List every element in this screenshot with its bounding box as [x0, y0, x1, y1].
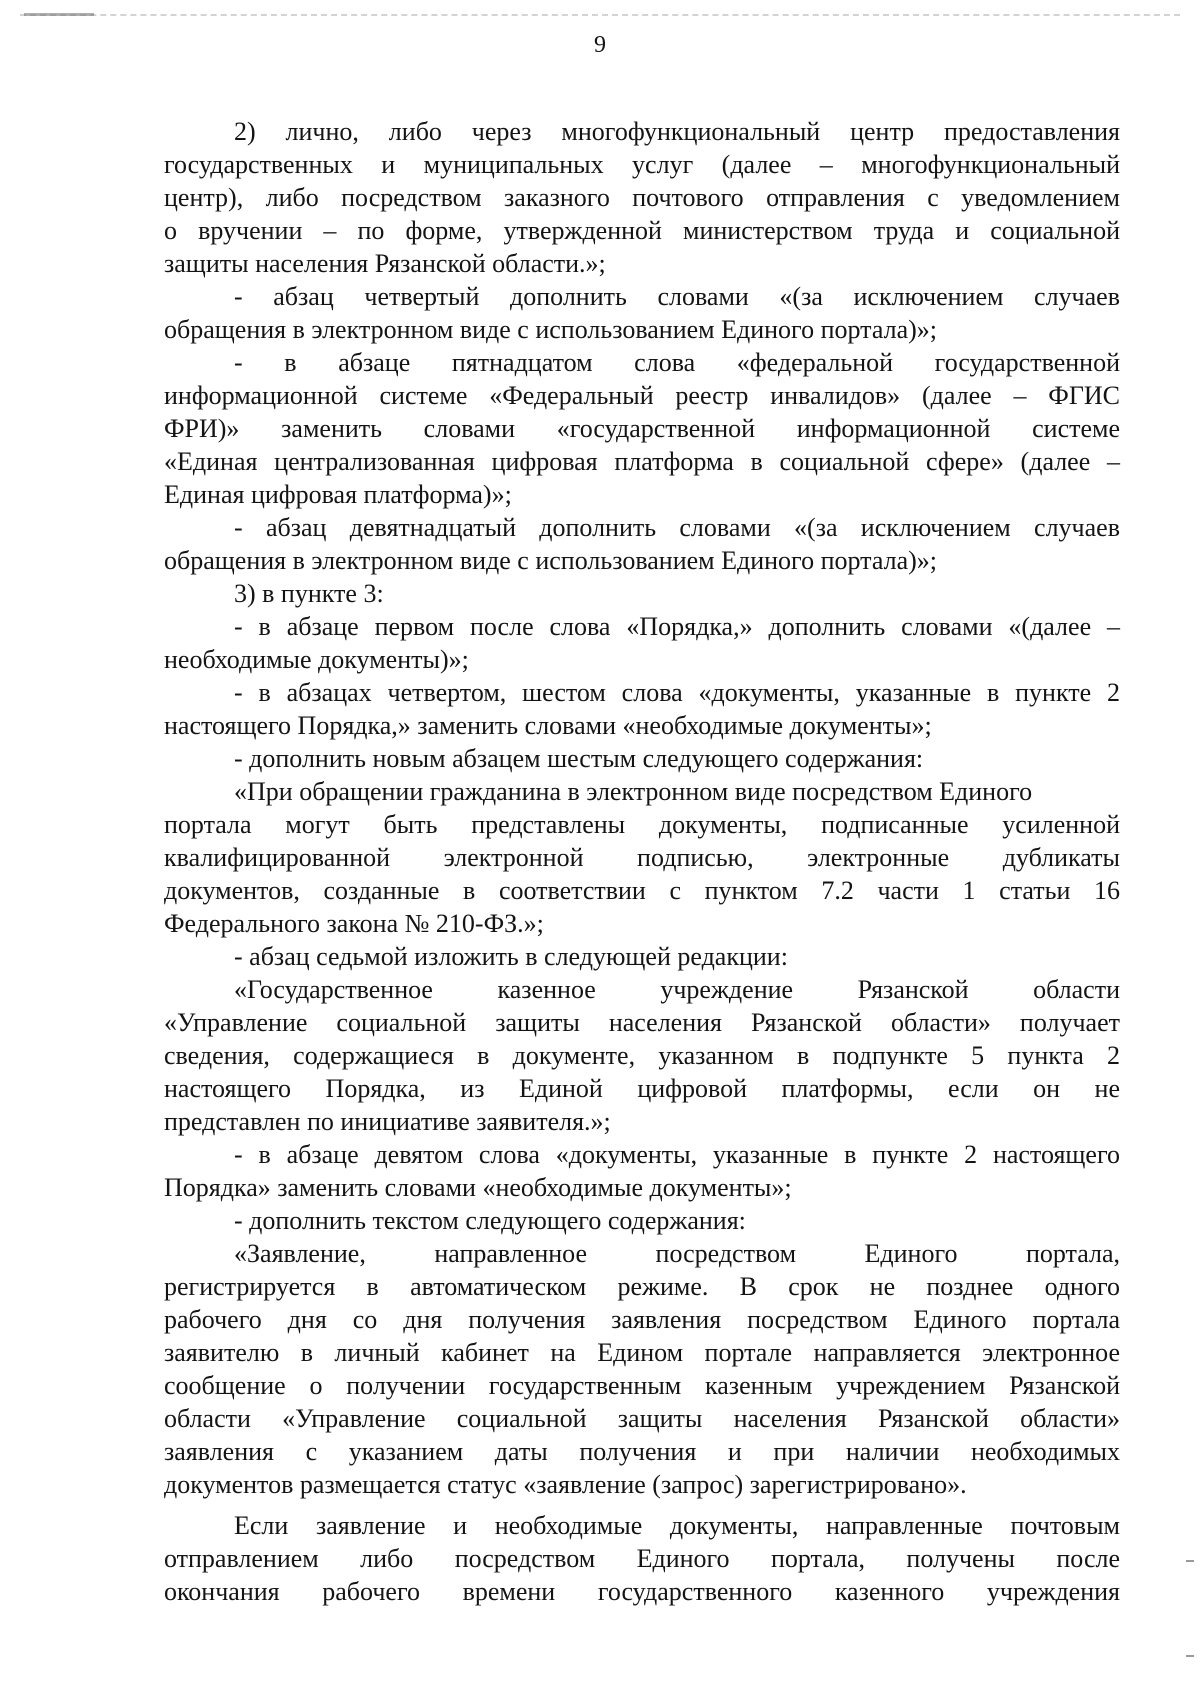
page-number: 9 [594, 32, 606, 58]
text-line: обращения в электронном виде с использованием Единого портала)»; [164, 315, 937, 344]
text-line: отправлением либо посредством Единого портала, получены после [164, 1544, 1120, 1573]
text-line: информационной системе «Федеральный реестр инвалидов» (далее – ФГИС [164, 381, 1120, 410]
text-line: Федерального закона № 210-ФЗ.»; [164, 909, 544, 938]
text-line: «Управление социальной защиты населения Рязанской области» получает [164, 1008, 1120, 1037]
text-line: «Заявление, направленное посредством Единого портала, [234, 1239, 1120, 1268]
text-line: «При обращении гражданина в электронном виде посредством Единого [234, 777, 1033, 806]
text-line: заявителю в личный кабинет на Едином портале направляется электронное [164, 1338, 1120, 1367]
text-line: государственных и муниципальных услуг (далее – многофункциональный [164, 150, 1120, 179]
text-line: центр), либо посредством заказного почтового отправления с уведомлением [164, 183, 1120, 212]
text-line: защиты населения Рязанской области.»; [164, 249, 606, 278]
text-line: сообщение о получении государственным казенным учреждением Рязанской [164, 1371, 1120, 1400]
text-line: квалифицированной электронной подписью, электронные дубликаты [164, 843, 1120, 872]
text-line: - дополнить текстом следующего содержания: [234, 1206, 746, 1235]
text-line: - в абзаце девятом слова «документы, указанные в пункте 2 настоящего [234, 1140, 1120, 1169]
text-line: портала могут быть представлены документы, подписанные усиленной [164, 810, 1120, 839]
text-line: Единая цифровая платформа)»; [164, 480, 512, 509]
text-line: - абзац четвертый дополнить словами «(за исключением случаев [234, 282, 1120, 311]
text-line: документов размещается статус «заявление (запрос) зарегистрировано». [164, 1470, 967, 1499]
text-line: Порядка» заменить словами «необходимые документы»; [164, 1173, 792, 1202]
text-line: области «Управление социальной защиты населения Рязанской области» [164, 1404, 1120, 1433]
document-body [164, 115, 1120, 1608]
text-line: регистрируется в автоматическом режиме. В срок не позднее одного [164, 1272, 1120, 1301]
text-line: - в абзаце первом после слова «Порядка,» дополнить словами «(далее – [234, 612, 1120, 641]
scan-artifact-edge-mark [1186, 1655, 1194, 1657]
text-line: настоящего Порядка,» заменить словами «необходимые документы»; [164, 711, 932, 740]
text-line: ФРИ)» заменить словами «государственной информационной системе [164, 414, 1120, 443]
text-line: «Единая централизованная цифровая платформа в социальной сфере» (далее – [164, 447, 1120, 476]
text-line: Если заявление и необходимые документы, направленные почтовым [234, 1511, 1120, 1540]
scan-artifact-top-edge [20, 14, 1180, 16]
text-line: документов, созданные в соответствии с пунктом 7.2 части 1 статьи 16 [164, 876, 1120, 905]
text-line: представлен по инициативе заявителя.»; [164, 1107, 611, 1136]
text-line: «Государственное казенное учреждение Рязанской области [234, 975, 1120, 1004]
text-line: 3) в пункте 3: [234, 579, 384, 608]
text-line: настоящего Порядка, из Единой цифровой платформы, если он не [164, 1074, 1120, 1103]
scan-artifact-edge-mark [1186, 1560, 1194, 1562]
text-line: обращения в электронном виде с использованием Единого портала)»; [164, 546, 937, 575]
text-line: - дополнить новым абзацем шестым следующего содержания: [234, 744, 924, 773]
text-line: о вручении – по форме, утвержденной министерством труда и социальной [164, 216, 1120, 245]
text-line: - абзац седьмой изложить в следующей редакции: [234, 942, 788, 971]
text-line: - в абзацах четвертом, шестом слова «документы, указанные в пункте 2 [234, 678, 1120, 707]
text-line: необходимые документы)»; [164, 645, 469, 674]
text-line: рабочего дня со дня получения заявления посредством Единого портала [164, 1305, 1120, 1334]
scan-artifact-corner [24, 13, 94, 16]
text-line: - в абзаце пятнадцатом слова «федеральной государственной [234, 348, 1120, 377]
text-line: заявления с указанием даты получения и при наличии необходимых [164, 1437, 1120, 1466]
text-line: окончания рабочего времени государственного казенного учреждения [164, 1577, 1120, 1606]
text-line: сведения, содержащиеся в документе, указанном в подпункте 5 пункта 2 [164, 1041, 1120, 1070]
text-line: 2) лично, либо через многофункциональный центр предоставления [234, 117, 1120, 146]
text-line: - абзац девятнадцатый дополнить словами «(за исключением случаев [234, 513, 1120, 542]
